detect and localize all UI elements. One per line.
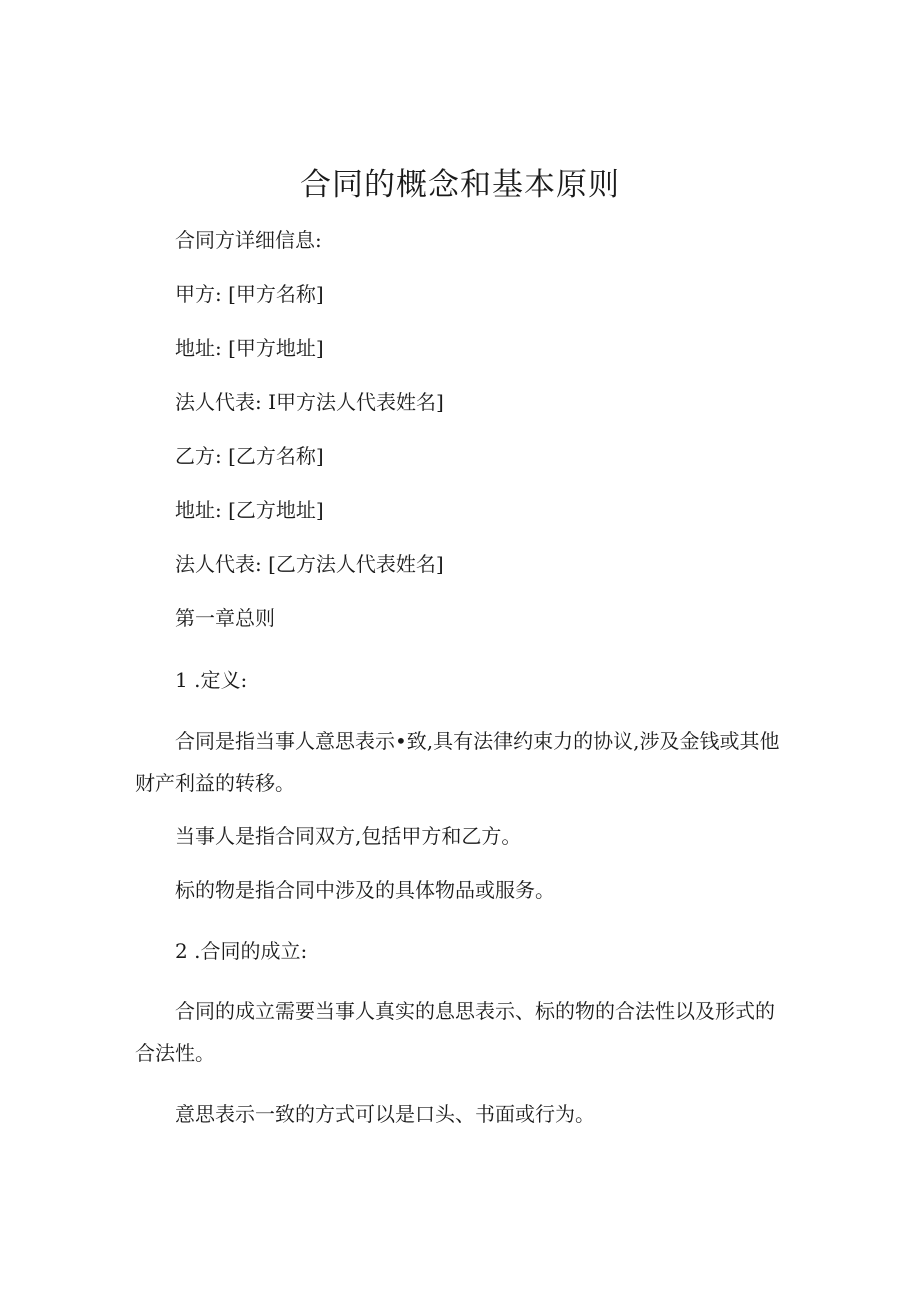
section-1-paragraph-1: 合同是指当事人意思表示•致,具有法律约束力的协议,涉及金钱或其他财产利益的转移。 <box>135 729 780 795</box>
section-1-heading: 1 .定义: <box>175 668 248 692</box>
party-b-address: 地址: [乙方地址] <box>175 498 324 522</box>
party-b-name: 乙方: [乙方名称] <box>175 444 324 468</box>
chapter-heading: 第一章总则 <box>175 606 275 630</box>
party-a-name: 甲方: [甲方名称] <box>175 282 324 306</box>
section-2-heading: 2 .合同的成立: <box>175 939 308 963</box>
section-2-paragraph-1: 合同的成立需要当事人真实的息思表示、标的物的合法性以及形式的合法性。 <box>135 999 775 1065</box>
party-a-address: 地址: [甲方地址] <box>175 336 324 360</box>
document-title: 合同的概念和基本原则 <box>300 167 620 203</box>
section-1-paragraph-2: 当事人是指合同双方,包括甲方和乙方。 <box>175 824 522 848</box>
party-info-heading: 合同方详细信息: <box>175 228 322 252</box>
section-2-paragraph-2: 意思表示一致的方式可以是口头、书面或行为。 <box>175 1102 595 1126</box>
section-1-paragraph-3: 标的物是指合同中涉及的具体物品或服务。 <box>175 878 555 902</box>
party-b-representative: 法人代表: [乙方法人代表姓名] <box>175 552 444 576</box>
party-a-representative: 法人代表: I甲方法人代表姓名] <box>175 390 444 414</box>
